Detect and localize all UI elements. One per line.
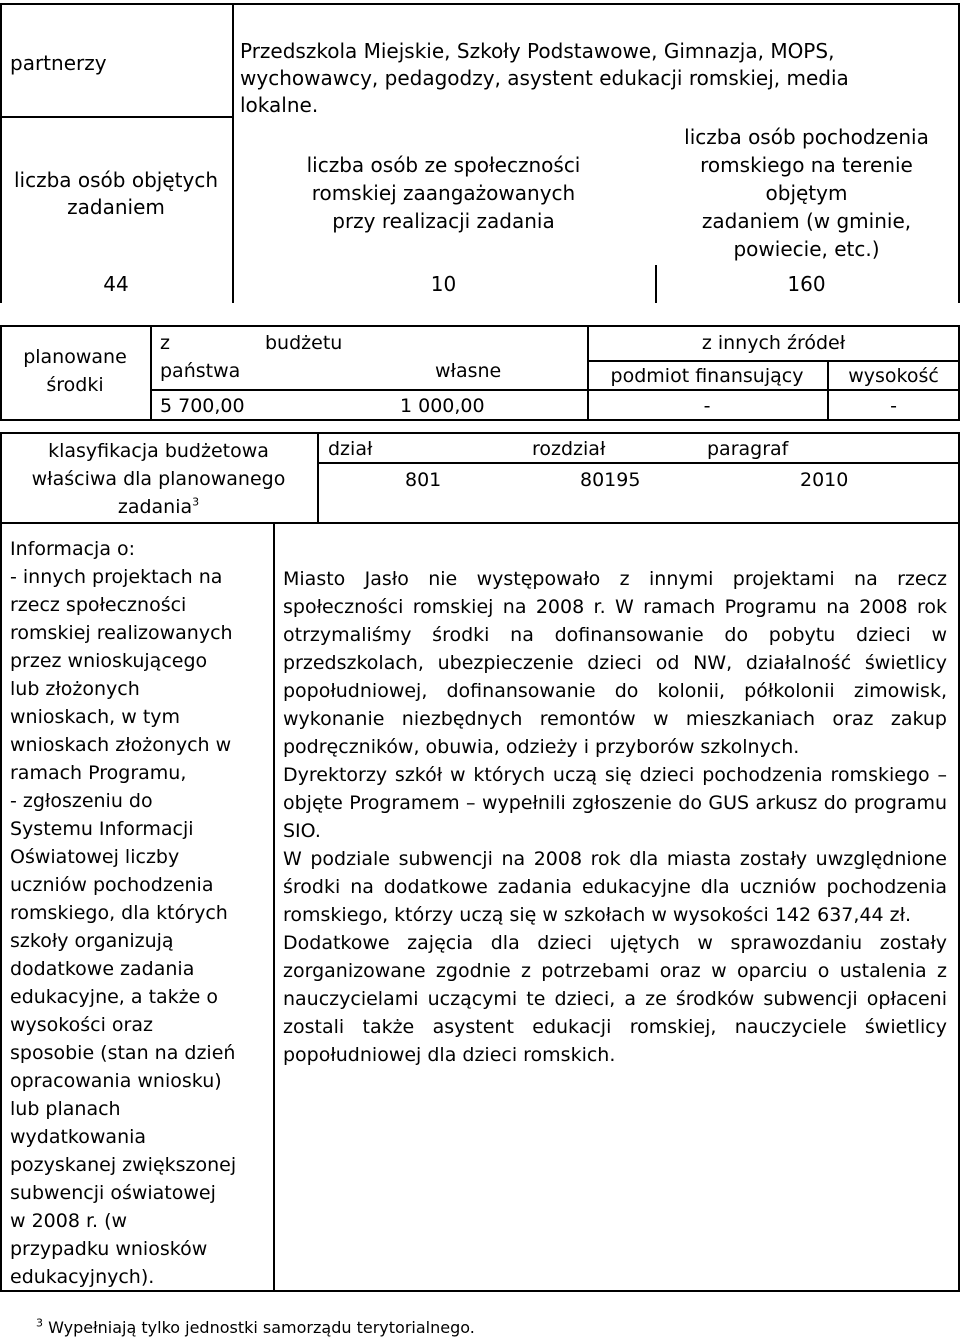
funds-label-2: środki [46, 374, 104, 396]
info-left-line: uczniów pochodzenia [10, 874, 214, 896]
count-col1-value: 44 [103, 272, 129, 296]
partners-line-1: Przedszkola Miejskie, Szkoły Podstawowe, Gimnazja, MOPS, [240, 39, 835, 63]
count-col2-header-2: romskiej zaangażowanych [311, 181, 576, 205]
info-paragraph-projects: Miasto Jasło nie występowało z innymi projektami na rzecz społeczności romskiej na 2008 r. W ramach Programu na 2008 rok otrzymaliśmy środki na dofinansowanie do pobytu dzieci w przedszkolach, ubezpieczenie dzieci od NW, działalność świetlicy popołudniowej, dofinansowanie do kolonii, półkolonii zimowisk, wykonanie niezbędnych remontów w mieszkaniach oraz zakup podręczników, obuwia, odzieży i przyborów szkolnych. [283, 568, 947, 758]
footnote [36, 1317, 475, 1339]
class-paragraph-value: 2010 [800, 469, 849, 491]
info-paragraph-directors: Dyrektorzy szkół w których uczą się dzieci pochodzenia romskiego – objęte Programem – wypełnili zgłoszenie do GUS arkusz do programu SIO. [283, 764, 947, 842]
info-left-line: - zgłoszeniu do [10, 790, 153, 812]
info-left-column [10, 535, 272, 1291]
count-col2-header-1: liczba osób ze społeczności [306, 153, 581, 177]
funds-divider-label [150, 325, 152, 419]
info-left-line: wnioskach złożonych w [10, 734, 232, 756]
class-paragraph-label: paragraf [707, 438, 789, 460]
count-col3-header-3: objętym [765, 181, 848, 205]
class-footnote-mark: 3 [192, 495, 200, 509]
info-left-line: romskiej realizowanych [10, 622, 233, 644]
count-col3-header-1: liczba osób pochodzenia [684, 125, 929, 149]
info-right-column [283, 565, 947, 1069]
footnote-mark: 3 [36, 1316, 43, 1330]
class-division-label: dział [328, 438, 373, 460]
info-left-line: ramach Programu, [10, 762, 187, 784]
class-label-2: właściwa dla planowanego [31, 468, 286, 490]
info-left-line: wnioskach, w tym [10, 706, 181, 728]
funds-top-border [0, 325, 960, 327]
funds-entity-value: - [703, 395, 711, 417]
count-col3-header-5: powiecie, etc.) [733, 237, 880, 261]
funds-budget-value: 5 700,00 [160, 395, 245, 417]
info-divider [273, 522, 275, 1292]
info-left-line: - innych projektach na [10, 566, 223, 588]
partners-line-3: lokalne. [240, 93, 319, 117]
count-col3-header-4: zadaniem (w gminie, [701, 209, 912, 233]
count-col2-header-3: przy realizacji zadania [332, 209, 555, 233]
top-border [0, 3, 960, 5]
info-paragraph-activities: Dodatkowe zajęcia dla dzieci ujętych w sprawozdaniu zostały zorganizowane zgodnie z potrzebami oraz w oparciu o ustalenia z nauczycielami uczącymi te dzieci, a ze środków subwencji opłaceni zostali także asystent edukacji romskiej, nauczyciele świetlicy popołudniowej dla dzieci romskich. [283, 932, 947, 1066]
info-left-line: lub planach [10, 1098, 121, 1120]
info-left-line: w 2008 r. (w [10, 1210, 128, 1232]
info-paragraph-subsidy: W podziale subwencji na 2008 rok dla miasta zostały uwzględnione środki na dodatkowe zadania edukacyjne dla uczniów pochodzenia romskiego, którzy uczą się w szkołach w wysokości 142 637,44 zł. [283, 848, 947, 926]
count-col1-header-1: liczba osób objętych [13, 168, 218, 192]
info-left-line: pozyskanej zwiększonej [10, 1154, 237, 1176]
info-left-line: sposobie (stan na dzień [10, 1042, 236, 1064]
info-left-line: lub złożonych [10, 678, 140, 700]
class-top-border [0, 432, 960, 434]
info-left-line: romskiego, dla których [10, 902, 228, 924]
class-label-3-text: zadania [117, 496, 193, 518]
info-left-line: przez wnioskującego [10, 650, 208, 672]
info-left-line: Systemu Informacji [10, 818, 194, 840]
class-divider-label [317, 432, 319, 522]
info-left-line: dodatkowe zadania [10, 958, 195, 980]
count-col3-header-2: romskiego na terenie [700, 153, 913, 177]
row-divider-1 [0, 116, 232, 118]
info-left-line: wydatkowania [10, 1126, 147, 1148]
class-bottom-border [0, 522, 960, 524]
info-left-line: wysokości oraz [10, 1014, 153, 1036]
funds-own: własne [435, 360, 502, 382]
left-border-1 [0, 3, 2, 303]
class-division-value: 801 [405, 469, 442, 491]
count-col2-value: 10 [430, 272, 457, 296]
info-left-line: szkoły organizują [10, 930, 174, 952]
class-chapter-value: 80195 [580, 469, 641, 491]
class-header-line [317, 462, 960, 464]
funds-own-value: 1 000,00 [400, 395, 485, 417]
funds-budget-state: państwa [160, 360, 241, 382]
info-left-line: przypadku wniosków [10, 1238, 208, 1260]
count-col1-header-2: zadaniem [67, 195, 165, 219]
info-left-line: subwencji oświatowej [10, 1182, 216, 1204]
info-left-line: rzecz społeczności [10, 594, 187, 616]
funds-amount: wysokość [848, 365, 939, 387]
footnote-text: Wypełniają tylko jednostki samorządu terytorialnego. [48, 1318, 475, 1337]
info-left-line: edukacyjne, a także o [10, 986, 218, 1008]
info-left-line: Informacja o: [10, 538, 136, 560]
partners-label: partnerzy [10, 51, 107, 75]
info-left-border [0, 522, 2, 1292]
funds-label-1: planowane [23, 346, 127, 368]
funds-amount-value: - [890, 395, 897, 417]
funds-budget-word: budżetu [265, 332, 343, 354]
info-left-line: edukacyjnych). [10, 1266, 155, 1288]
funds-other-sources: z innych źródeł [701, 332, 846, 354]
info-left-line: opracowania wniosku) [10, 1070, 222, 1092]
class-label-3 [0, 493, 317, 521]
info-left-line: Oświatowej liczby [10, 846, 180, 868]
funds-budget-z: z [160, 332, 170, 354]
class-label-1: klasyfikacja budżetowa [48, 440, 269, 462]
count-col3-value: 160 [787, 272, 826, 296]
partners-line-2: wychowawcy, pedagodzy, asystent edukacji romskiej, media [240, 66, 849, 90]
funds-funding-entity: podmiot finansujący [610, 365, 804, 387]
class-chapter-label: rozdział [532, 438, 606, 460]
